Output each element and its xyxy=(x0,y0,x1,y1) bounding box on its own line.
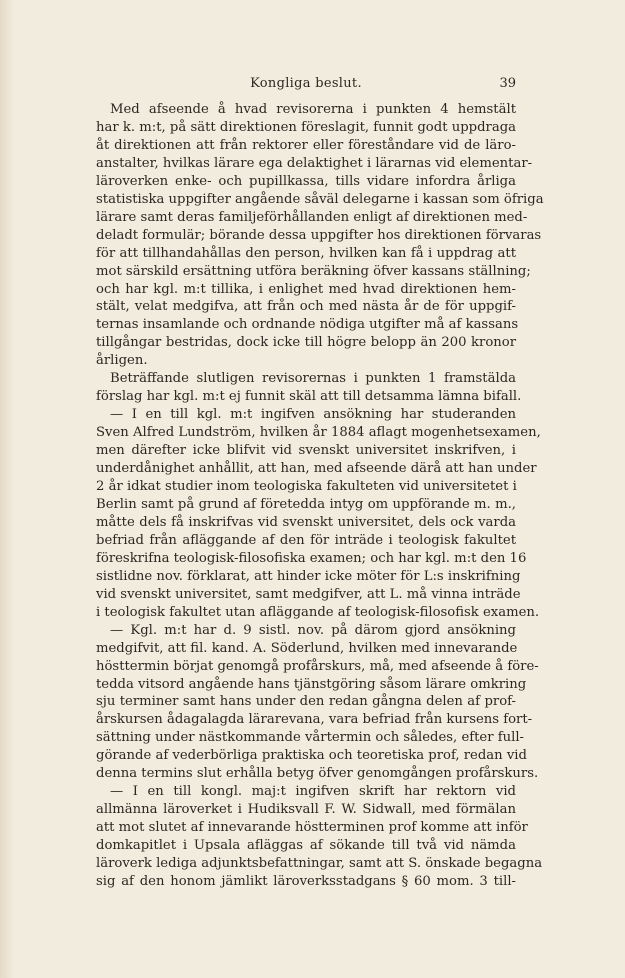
body-text xyxy=(96,101,544,891)
text-line: medgifvit, att fil. kand. A. Söderlund, hvilken med innevarande xyxy=(96,640,518,656)
text-line: läroverk lediga adjunktsbefattningar, samt att S. önskade begagna xyxy=(96,856,543,872)
text-line: Med afseende å hvad revisorerna i punkten 4 hemstält xyxy=(110,102,516,117)
text-line: och har kgl. m:t tillika, i enlighet med hvad direktionen hem- xyxy=(96,281,516,297)
text-line: Berlin samt på grund af företedda intyg om uppförande m. m., xyxy=(96,496,516,512)
text-line: Sven Alfred Lundström, hvilken år 1884 aflagt mogenhetsexamen, xyxy=(96,425,541,441)
text-line: föreskrifna teologisk-filosofiska examen; och har kgl. m:t den 16 xyxy=(96,550,527,566)
text-line: stält, velat medgifva, att från och med nästa år de för uppgif- xyxy=(96,299,516,315)
page-number: 39 xyxy=(499,76,516,91)
text-line: tillgångar bestridas, dock icke till högre belopp än 200 kronor xyxy=(96,335,516,351)
text-line: Beträffande slutligen revisorernas i punkten 1 framstälda xyxy=(110,371,516,387)
text-line: — I en till kgl. m:t ingifven ansökning har studeranden xyxy=(110,407,516,423)
text-line: ternas insamlande och ordnande nödiga utgifter må af kassans xyxy=(96,317,519,333)
text-line: sistlidne nov. förklarat, att hinder icke möter för L:s inskrifning xyxy=(96,568,521,584)
text-line: allmänna läroverket i Hudiksvall F. W. Sidwall, med förmälan xyxy=(96,802,516,818)
text-line: lärare samt deras familjeförhållanden enligt af direktionen med- xyxy=(96,209,528,225)
text-line: mot särskild ersättning utföra beräkning öfver kassans ställning; xyxy=(96,263,531,279)
text-line: denna termins slut erhålla betyg öfver genomgången profårskurs. xyxy=(96,766,539,782)
text-line: för att tillhandahållas den person, hvilken kan få i uppdrag att xyxy=(96,245,516,261)
text-line: — I en till kongl. maj:t ingifven skrift har rektorn vid xyxy=(110,784,516,800)
text-line: har k. m:t, på sätt direktionen föreslagit, funnit godt uppdraga xyxy=(96,119,516,135)
text-line: statistiska uppgifter angående såväl delegarne i kassan som öfriga xyxy=(96,191,544,207)
text-line: årligen. xyxy=(96,353,148,369)
text-line: måtte dels få inskrifvas vid svenskt universitet, dels ock varda xyxy=(96,514,516,530)
text-line: görande af vederbörliga praktiska och teoretiska prof, redan vid xyxy=(96,748,527,764)
text-line: sättning under nästkommande vårtermin och således, efter full- xyxy=(96,730,524,746)
text-line: 2 år idkat studier inom teologiska fakulteten vid universitetet i xyxy=(96,479,517,495)
text-line: hösttermin börjat genomgå profårskurs, må, med afseende å före- xyxy=(96,658,539,674)
text-line: årskursen ådagalagda lärarevana, vara befriad från kursens fort- xyxy=(96,712,533,728)
page-edge xyxy=(0,0,14,978)
text-line: i teologisk fakultet utan afläggande af teologisk-filosofisk examen. xyxy=(96,604,540,620)
text-line: deladt formulär; börande dessa uppgifter hos direktionen förvaras xyxy=(96,227,542,243)
text-line: tedda vitsord angående hans tjänstgöring såsom lärare omkring xyxy=(96,676,527,692)
text-line: men därefter icke blifvit vid svenskt universitet inskrifven, i xyxy=(96,443,516,459)
text-line: vid svenskt universitet, samt medgifver, att L. må vinna inträde xyxy=(96,586,521,602)
text-line: befriad från afläggande af den för inträde i teologisk fakultet xyxy=(96,532,516,548)
text-line: att mot slutet af innevarande höstterminen prof komme att inför xyxy=(96,820,528,836)
text-line: förslag har kgl. m:t ej funnit skäl att till detsamma lämna bifall. xyxy=(96,389,522,405)
text-line: läroverken enke- och pupillkassa, tills vidare infordra årliga xyxy=(96,173,516,189)
running-title: Kongliga beslut. xyxy=(250,76,362,91)
text-line: sig af den honom jämlikt läroverksstadgans § 60 mom. 3 till- xyxy=(96,873,516,889)
text-line: åt direktionen att från rektorer eller föreståndare vid de läro- xyxy=(96,137,516,153)
text-line: underdånighet anhållit, att han, med afseende därå att han under xyxy=(96,461,537,477)
text-line: — Kgl. m:t har d. 9 sistl. nov. på därom gjord ansökning xyxy=(110,622,516,638)
text-line: sju terminer samt hans under den redan gångna delen af prof- xyxy=(96,694,516,710)
page-header xyxy=(96,76,516,96)
text-line: domkapitlet i Upsala afläggas af sökande till två vid nämda xyxy=(96,838,516,854)
text-line: anstalter, hvilkas lärare ega delaktighet i lärarnas vid elementar- xyxy=(96,155,533,171)
